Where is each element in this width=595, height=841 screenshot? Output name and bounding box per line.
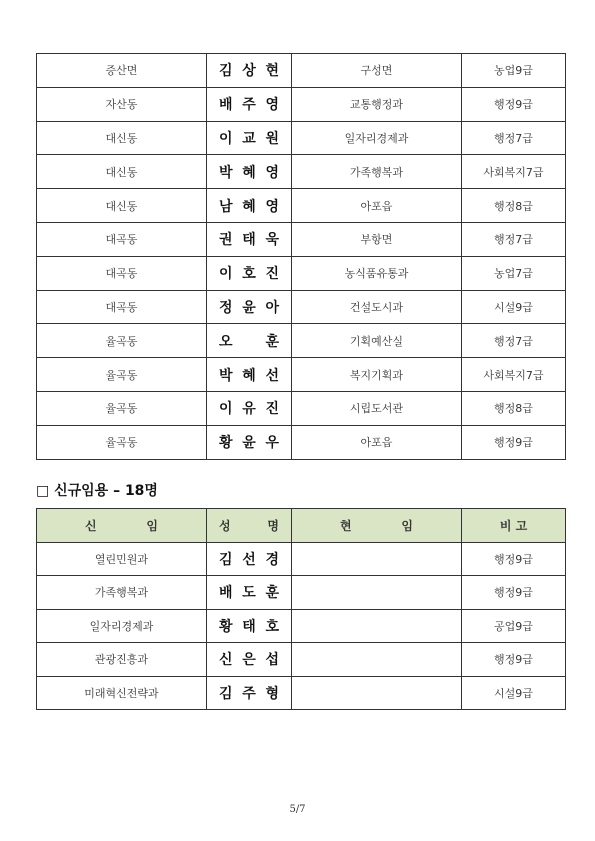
current-post — [292, 609, 462, 643]
table-header-row — [37, 509, 566, 543]
grade: 사회복지7급 — [462, 155, 566, 189]
grade: 행정9급 — [462, 425, 566, 459]
previous-post: 자산동 — [37, 87, 207, 121]
new-post: 일자리경제과 — [292, 121, 462, 155]
new-post: 열린민원과 — [37, 542, 207, 576]
grade: 사회복지7급 — [462, 358, 566, 392]
new-post: 시립도서관 — [292, 391, 462, 425]
table-row — [37, 425, 566, 459]
person-name: 정 윤 아 — [207, 290, 292, 324]
table-row — [37, 643, 566, 677]
transfer-table — [36, 53, 566, 460]
new-post: 건설도시과 — [292, 290, 462, 324]
grade: 행정7급 — [462, 324, 566, 358]
new-hire-table — [36, 508, 566, 710]
previous-post: 대신동 — [37, 189, 207, 223]
table-row — [37, 609, 566, 643]
person-name: 이 호 진 — [207, 256, 292, 290]
transfer-table-body — [37, 54, 566, 460]
new-post: 기획예산실 — [292, 324, 462, 358]
current-post — [292, 576, 462, 610]
header-new-post: 신 임 — [37, 509, 207, 543]
header-name: 성 명 — [207, 509, 292, 543]
person-name: 황 윤 우 — [207, 425, 292, 459]
header-current-post: 현 임 — [292, 509, 462, 543]
new-post: 아포읍 — [292, 425, 462, 459]
new-hire-table-body — [37, 542, 566, 710]
previous-post: 증산면 — [37, 54, 207, 88]
new-post: 부항면 — [292, 222, 462, 256]
new-post: 농식품유통과 — [292, 256, 462, 290]
table-row — [37, 222, 566, 256]
person-name: 황 태 호 — [207, 609, 292, 643]
person-name: 김 선 경 — [207, 542, 292, 576]
new-post: 아포읍 — [292, 189, 462, 223]
person-name: 신 은 섭 — [207, 643, 292, 677]
previous-post: 율곡동 — [37, 425, 207, 459]
table-row — [37, 542, 566, 576]
grade: 행정8급 — [462, 391, 566, 425]
person-name: 이 유 진 — [207, 391, 292, 425]
new-post: 구성면 — [292, 54, 462, 88]
table-row — [37, 87, 566, 121]
table-row — [37, 576, 566, 610]
new-post: 일자리경제과 — [37, 609, 207, 643]
person-name: 권 태 욱 — [207, 222, 292, 256]
grade: 행정8급 — [462, 189, 566, 223]
table-row — [37, 358, 566, 392]
grade: 행정9급 — [462, 87, 566, 121]
previous-post: 대곡동 — [37, 222, 207, 256]
previous-post: 대곡동 — [37, 256, 207, 290]
grade: 농업9급 — [462, 54, 566, 88]
new-post: 복지기획과 — [292, 358, 462, 392]
new-post: 미래혁신전략과 — [37, 676, 207, 710]
previous-post: 율곡동 — [37, 324, 207, 358]
person-name: 김 상 현 — [207, 54, 292, 88]
page-number: 5/7 — [289, 804, 306, 815]
grade: 행정7급 — [462, 222, 566, 256]
person-name: 김 주 형 — [207, 676, 292, 710]
table-row — [37, 324, 566, 358]
grade: 행정9급 — [462, 576, 566, 610]
new-post: 가족행복과 — [292, 155, 462, 189]
new-post: 관광진흥과 — [37, 643, 207, 677]
new-post: 교통행정과 — [292, 87, 462, 121]
current-post — [292, 542, 462, 576]
table-row — [37, 189, 566, 223]
grade: 시설9급 — [462, 290, 566, 324]
previous-post: 대신동 — [37, 155, 207, 189]
person-name: 배 주 영 — [207, 87, 292, 121]
table-row — [37, 121, 566, 155]
grade: 시설9급 — [462, 676, 566, 710]
previous-post: 대곡동 — [37, 290, 207, 324]
table-row — [37, 676, 566, 710]
grade: 공업9급 — [462, 609, 566, 643]
person-name: 배 도 훈 — [207, 576, 292, 610]
current-post — [292, 643, 462, 677]
previous-post: 율곡동 — [37, 358, 207, 392]
table-row — [37, 155, 566, 189]
person-name: 박 혜 영 — [207, 155, 292, 189]
person-name: 박 혜 선 — [207, 358, 292, 392]
previous-post: 대신동 — [37, 121, 207, 155]
table-row — [37, 54, 566, 88]
table-row — [37, 290, 566, 324]
grade: 행정9급 — [462, 542, 566, 576]
grade: 행정7급 — [462, 121, 566, 155]
person-name: 오 훈 — [207, 324, 292, 358]
grade: 행정9급 — [462, 643, 566, 677]
table-row — [37, 391, 566, 425]
grade: 농업7급 — [462, 256, 566, 290]
new-post: 가족행복과 — [37, 576, 207, 610]
person-name: 남 혜 영 — [207, 189, 292, 223]
section-title-new-hires: □ 신규임용 – 18명 — [36, 483, 158, 499]
table-row — [37, 256, 566, 290]
previous-post: 율곡동 — [37, 391, 207, 425]
person-name: 이 교 원 — [207, 121, 292, 155]
header-note: 비 고 — [462, 509, 566, 543]
current-post — [292, 676, 462, 710]
